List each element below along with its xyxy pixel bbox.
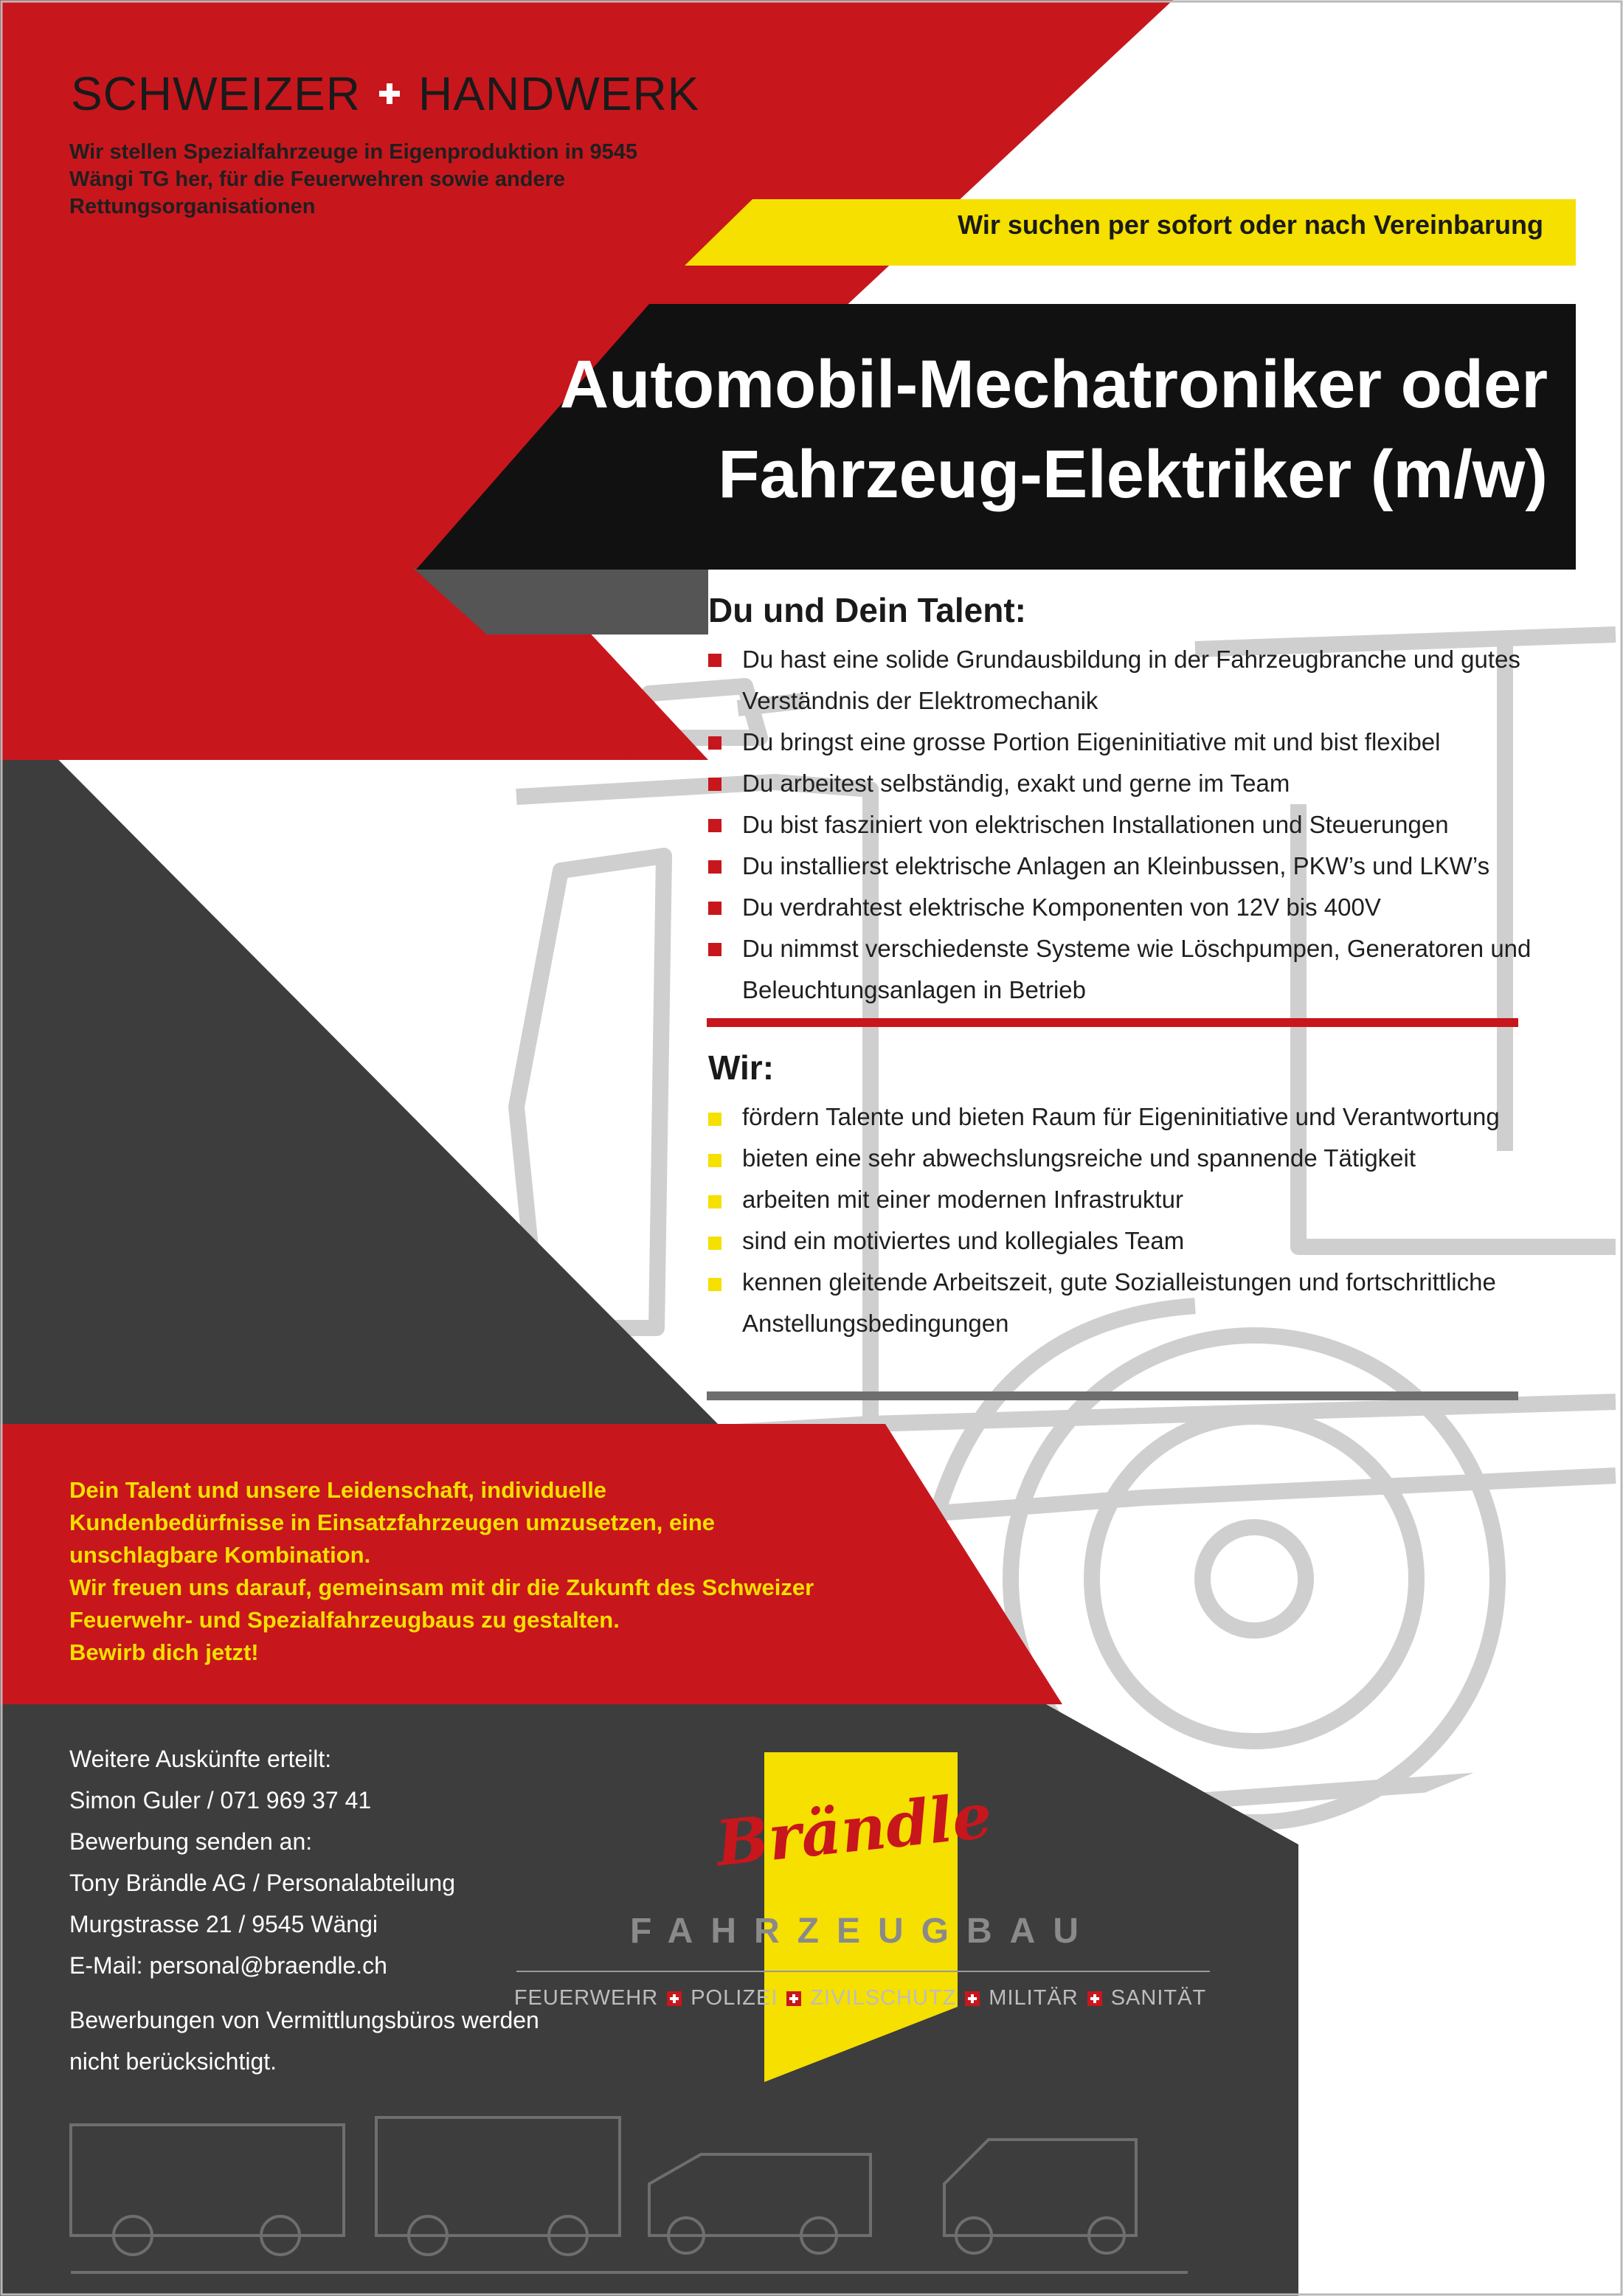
yellow-bullet-icon [708,1113,721,1126]
cta-line-1: Dein Talent und unsere Leidenschaft, individuelle Kundenbedürfnisse in Einsatzfahrzeugen umzusetzen, eine unschlagbare Kombination. [69,1477,716,1568]
red-bullet-icon [708,860,721,874]
job-title-line-1: Automobil-Mechatroniker oder [559,347,1548,422]
call-to-action [69,1474,822,1669]
red-bullet-icon [708,902,721,915]
list-item: sind ein motiviertes und kollegiales Team [708,1220,1534,1262]
list-item: Du nimmst verschiedenste Systeme wie Löschpumpen, Generatoren und Beleuchtungsanlagen in Betrieb [708,928,1534,1011]
yellow-bullet-icon [708,1195,721,1208]
service-item: MILITÄR [989,1986,1079,2010]
yellow-bullet-icon [708,1278,721,1291]
info-person: Simon Guler / 071 969 37 41 [69,1787,372,1813]
service-item: SANITÄT [1110,1986,1207,2010]
swiss-cross-icon [965,1991,980,2006]
list-item: bieten eine sehr abwechslungsreiche und spannende Tätigkeit [708,1138,1534,1179]
company-name: Tony Brändle AG / Personalabteilung [69,1870,455,1896]
swiss-cross-icon [1087,1991,1102,2006]
contact-email[interactable]: E-Mail: personal@braendle.ch [69,1952,387,1979]
logo-right-word: HANDWERK [418,67,700,120]
swiss-cross-icon [371,75,408,112]
red-bullet-icon [708,654,721,667]
service-item: POLIZEI [691,1986,778,2010]
offer-heading: Wir: [708,1048,775,1087]
send-label: Bewerbung senden an: [69,1828,313,1855]
company-address: Murgstrasse 21 / 9545 Wängi [69,1911,378,1937]
list-item: fördern Talente und bieten Raum für Eigeninitiative und Verantwortung [708,1096,1534,1138]
service-item: FEUERWEHR [513,1986,659,2010]
red-bullet-icon [708,736,721,750]
job-title [516,339,1548,519]
list-item: Du installierst elektrische Anlagen an Kleinbussen, PKW’s und LKW’s [708,846,1534,887]
braendle-script-logo: Brändle [712,1778,995,1881]
list-item: Du bist fasziniert von elektrischen Installationen und Steuerungen [708,804,1534,846]
brand-subtitle: FAHRZEUGBAU [630,1912,1096,1951]
job-title-line-2: Fahrzeug-Elektriker (m/w) [718,437,1548,512]
list-item: kennen gleitende Arbeitszeit, gute Sozialleistungen und fortschrittliche Anstellungsbedingungen [708,1262,1534,1344]
list-item: arbeiten mit einer modernen Infrastruktur [708,1179,1534,1220]
schweizer-handwerk-logo [71,66,699,121]
services-line [513,1986,1207,2010]
swiss-cross-icon [786,1991,801,2006]
agency-disclaimer: Bewerbungen von Vermittlungsbüros werden nicht berücksichtigt. [69,2007,539,2075]
swiss-cross-icon [667,1991,682,2006]
list-item: Du hast eine solide Grundausbildung in der Fahrzeugbranche und gutes Verständnis der Elektromechanik [708,639,1534,722]
talent-list [708,639,1534,1011]
yellow-bullet-icon [708,1237,721,1250]
service-item: ZIVILSCHUTZ [810,1986,957,2010]
red-bullet-icon [708,819,721,832]
info-label: Weitere Auskünfte erteilt: [69,1746,332,1772]
list-item: Du verdrahtest elektrische Komponenten von 12V bis 400V [708,887,1534,928]
red-bullet-icon [708,943,721,956]
red-bullet-icon [708,778,721,791]
logo-left-word: SCHWEIZER [71,67,361,120]
talent-heading: Du und Dein Talent: [708,591,1027,629]
company-intro: Wir stellen Spezialfahrzeuge in Eigenproduktion in 9545 Wängi TG her, für die Feuerwehren sowie andere Rettungsorganisationen [69,140,638,218]
offer-list [708,1096,1534,1344]
contact-block [69,1738,541,1986]
cta-line-3: Bewirb dich jetzt! [69,1639,259,1665]
yellow-bullet-icon [708,1154,721,1167]
hiring-banner: Wir suchen per sofort oder nach Vereinbarung [958,210,1543,240]
cta-line-2: Wir freuen uns darauf, gemeinsam mit dir die Zukunft des Schweizer Feuerwehr- und Spezialfahrzeugbaus zu gestalten. [69,1574,814,1633]
list-item: Du arbeitest selbständig, exakt und gerne im Team [708,763,1534,804]
list-item: Du bringst eine grosse Portion Eigeninitiative mit und bist flexibel [708,722,1534,763]
